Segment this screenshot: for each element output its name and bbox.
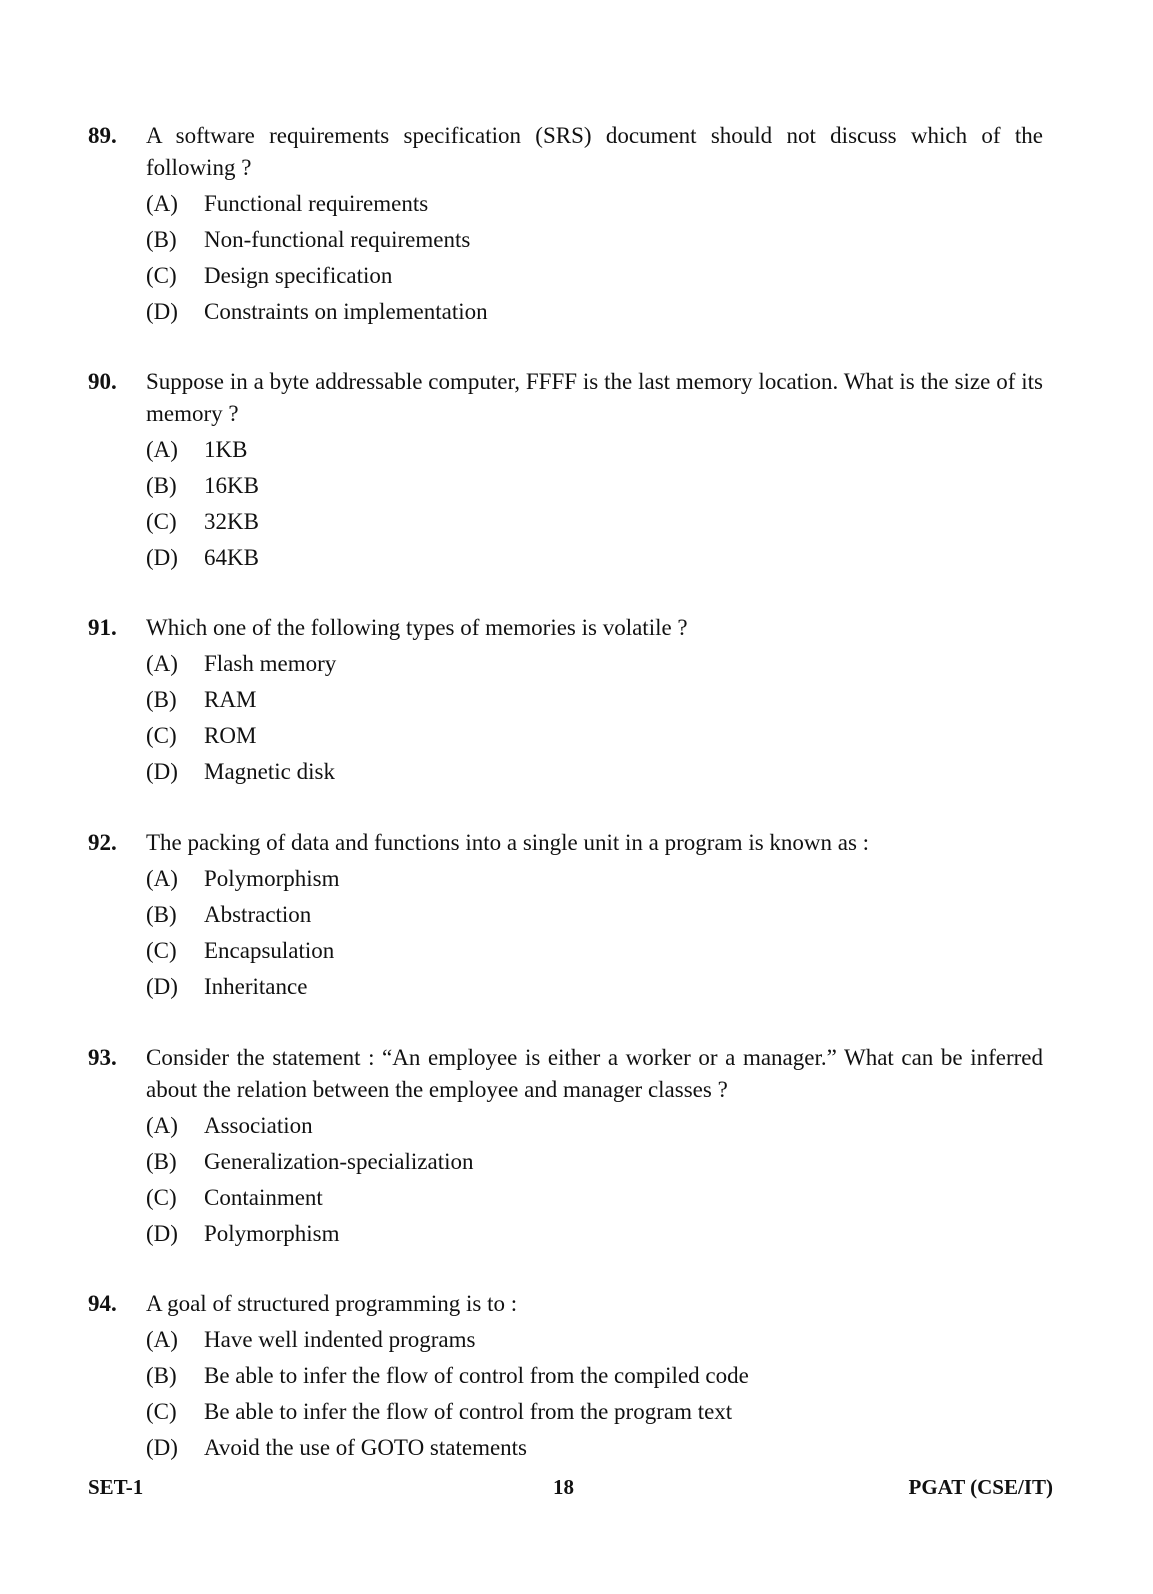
option-a [146, 1322, 1043, 1358]
option-label: (D) [146, 299, 178, 324]
question-91 [88, 612, 1043, 790]
option-text: Association [204, 1113, 313, 1138]
option-a [146, 432, 1043, 468]
option-text: Generalization-specialization [204, 1149, 474, 1174]
option-label: (D) [146, 1435, 178, 1460]
option-label: (A) [146, 866, 178, 891]
option-label: (C) [146, 1399, 177, 1424]
option-a [146, 1108, 1043, 1144]
option-text: Have well indented programs [204, 1327, 476, 1352]
option-text: Containment [204, 1185, 323, 1210]
option-label: (A) [146, 191, 178, 216]
question-text: Which one of the following types of memories is volatile ? [146, 615, 688, 640]
option-c [146, 1180, 1043, 1216]
question-number: 94. [88, 1291, 117, 1316]
option-b [146, 222, 1043, 258]
option-list [146, 1322, 1043, 1466]
option-text: Design specification [204, 263, 393, 288]
option-text: Be able to infer the flow of control from the program text [204, 1399, 733, 1424]
option-label: (A) [146, 437, 178, 462]
option-c [146, 933, 1043, 969]
option-list [146, 861, 1043, 1005]
option-label: (A) [146, 651, 178, 676]
option-label: (D) [146, 759, 178, 784]
footer-exam-title: PGAT (CSE/IT) [908, 1475, 1053, 1499]
option-label: (A) [146, 1327, 178, 1352]
option-label: (C) [146, 938, 177, 963]
option-text: Polymorphism [204, 866, 340, 891]
question-93 [88, 1042, 1043, 1252]
question-text: The packing of data and functions into a single unit in a program is known as : [146, 830, 870, 855]
option-b [146, 1358, 1043, 1394]
question-text: Consider the statement : “An employee is either a worker or a manager.” What can be inferred about the relation between the employee and manager classes ? [146, 1045, 1043, 1102]
option-text: Encapsulation [204, 938, 335, 963]
option-label: (C) [146, 263, 177, 288]
option-text: Inheritance [204, 974, 308, 999]
option-text: Constraints on implementation [204, 299, 488, 324]
option-text: 32KB [204, 509, 259, 534]
question-text: A goal of structured programming is to : [146, 1291, 518, 1316]
option-text: Magnetic disk [204, 759, 335, 784]
option-text: Be able to infer the flow of control from the compiled code [204, 1363, 749, 1388]
option-c [146, 1394, 1043, 1430]
option-text: ROM [204, 723, 257, 748]
option-c [146, 504, 1043, 540]
option-c [146, 718, 1043, 754]
option-d [146, 294, 1043, 330]
option-text: Abstraction [204, 902, 312, 927]
option-d [146, 540, 1043, 576]
question-94 [88, 1288, 1043, 1466]
option-b [146, 897, 1043, 933]
option-c [146, 258, 1043, 294]
option-label: (B) [146, 1363, 177, 1388]
option-a [146, 186, 1043, 222]
option-text: 1KB [204, 437, 248, 462]
option-label: (A) [146, 1113, 178, 1138]
option-text: Polymorphism [204, 1221, 340, 1246]
question-number: 91. [88, 615, 117, 640]
option-label: (B) [146, 902, 177, 927]
option-label: (D) [146, 1221, 178, 1246]
option-label: (B) [146, 227, 177, 252]
option-label: (C) [146, 1185, 177, 1210]
option-d [146, 1216, 1043, 1252]
option-b [146, 468, 1043, 504]
option-label: (B) [146, 473, 177, 498]
option-a [146, 861, 1043, 897]
option-list [146, 186, 1043, 330]
question-text: Suppose in a byte addressable computer, FFFF is the last memory location. What is the size of its memory ? [146, 369, 1043, 426]
question-92 [88, 827, 1043, 1005]
option-text: 64KB [204, 545, 259, 570]
question-number: 89. [88, 123, 117, 148]
question-number: 93. [88, 1045, 117, 1070]
option-text: Non-functional requirements [204, 227, 471, 252]
option-label: (C) [146, 509, 177, 534]
option-d [146, 1430, 1043, 1466]
option-text: Avoid the use of GOTO statements [204, 1435, 528, 1460]
question-number: 90. [88, 369, 117, 394]
option-d [146, 969, 1043, 1005]
option-d [146, 754, 1043, 790]
option-text: RAM [204, 687, 257, 712]
option-a [146, 646, 1043, 682]
option-label: (B) [146, 687, 177, 712]
option-text: 16KB [204, 473, 259, 498]
footer-set-label: SET-1 [88, 1475, 144, 1499]
question-number: 92. [88, 830, 117, 855]
question-89 [88, 120, 1043, 330]
option-b [146, 1144, 1043, 1180]
option-text: Flash memory [204, 651, 337, 676]
option-label: (C) [146, 723, 177, 748]
option-list [146, 1108, 1043, 1252]
option-label: (D) [146, 545, 178, 570]
option-label: (B) [146, 1149, 177, 1174]
option-list [146, 432, 1043, 576]
question-90 [88, 366, 1043, 576]
option-b [146, 682, 1043, 718]
footer-page-number: 18 [553, 1475, 574, 1499]
option-text: Functional requirements [204, 191, 429, 216]
question-text: A software requirements specification (SRS) document should not discuss which of the following ? [146, 123, 1043, 180]
option-label: (D) [146, 974, 178, 999]
option-list [146, 646, 1043, 790]
